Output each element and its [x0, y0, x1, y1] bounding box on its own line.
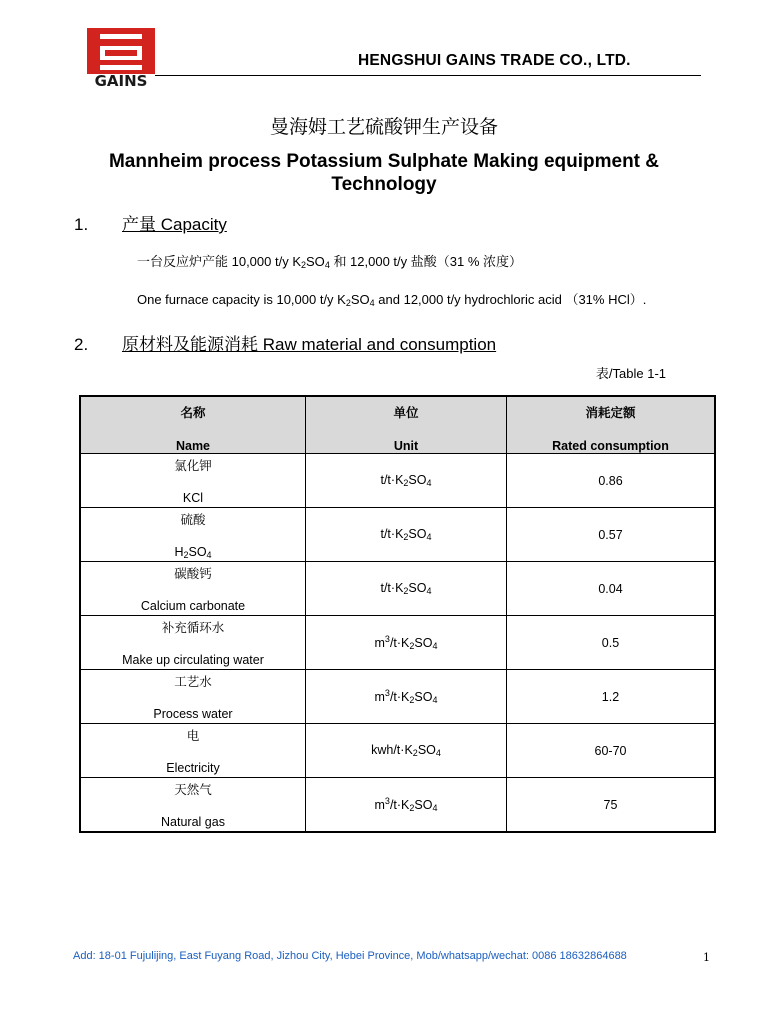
title-english: Mannheim process Potassium Sulphate Making equipment & Technology [108, 151, 660, 195]
logo-mark [87, 28, 155, 74]
cell-name: 工艺水 Process water [80, 670, 306, 724]
section-2-heading [74, 330, 496, 355]
cell-rated-consumption: 0.5 [507, 616, 716, 670]
section-number: 2. [74, 335, 89, 354]
cell-name: 硫酸 $H_2SO_4$ [80, 508, 306, 562]
cell-unit: $m^3/t\cdot K_2SO_4$ [306, 670, 507, 724]
cell-rated-consumption: 0.57 [507, 508, 716, 562]
capacity-line-chinese: 一台反应炉产能 10,000 t/y $K_2SO_4$ 和 12,000 t/y 盐酸（31 % 浓度） [137, 254, 523, 270]
section-number: 1. [74, 215, 89, 234]
header-unit: 单位 Unit [306, 396, 507, 454]
cell-unit: $t/t\cdot K_2SO_4$ [306, 508, 507, 562]
cell-name: 天然气 Natural gas [80, 778, 306, 833]
table-row [80, 508, 715, 562]
header-rule [155, 75, 701, 76]
cell-name: 补充循环水 Make up circulating water [80, 616, 306, 670]
consumption-table [79, 395, 716, 833]
company-logo [87, 28, 155, 92]
cell-rated-consumption: 60-70 [507, 724, 716, 778]
logo-wordmark: GAINS [94, 72, 148, 90]
cell-name: 电 Electricity [80, 724, 306, 778]
table-label: 表/Table 1-1 [595, 366, 666, 381]
capacity-line-english: One furnace capacity is 10,000 t/y $K_2SO_4$ and 12,000 t/y hydrochloric acid （31% HCl）. [137, 292, 647, 308]
logo-glyph-icon [87, 28, 155, 74]
header-name: 名称 Name [80, 396, 306, 454]
table-row [80, 562, 715, 616]
cell-unit: kwh/$t\cdot K_2SO_4$ [306, 724, 507, 778]
cell-unit: $m^3/t\cdot K_2SO_4$ [306, 616, 507, 670]
cell-name: 碳酸钙 Calcium carbonate [80, 562, 306, 616]
cell-rated-consumption: 0.86 [507, 454, 716, 508]
section-1-heading [74, 210, 227, 235]
section-title: 原材料及能源消耗 Raw material and consumption [122, 335, 497, 354]
table-row [80, 778, 715, 833]
table-header-row [80, 396, 715, 454]
table-row [80, 724, 715, 778]
table-row [80, 670, 715, 724]
page-number: 1 [703, 951, 710, 964]
cell-unit: $t/t\cdot K_2SO_4$ [306, 454, 507, 508]
company-name: HENGSHUI GAINS TRADE CO., LTD. [358, 52, 631, 69]
cell-name: 氯化钾 KCl [80, 454, 306, 508]
cell-unit: $t/t\cdot K_2SO_4$ [306, 562, 507, 616]
cell-rated-consumption: 0.04 [507, 562, 716, 616]
table-row [80, 616, 715, 670]
cell-unit: $m^3/t\cdot K_2SO_4$ [306, 778, 507, 833]
title-chinese: 曼海姆工艺硫酸钾生产设备 [269, 116, 498, 138]
section-title: 产量 Capacity [122, 215, 227, 234]
cell-rated-consumption: 1.2 [507, 670, 716, 724]
footer-address: Add: 18-01 Fujulijing, East Fuyang Road, Jizhou City, Hebei Province, Mob/whatsapp/wechat: 0086 18632864688 [73, 950, 627, 962]
cell-rated-consumption: 75 [507, 778, 716, 833]
table-row [80, 454, 715, 508]
header-rated-consumption: 消耗定额 Rated consumption [507, 396, 716, 454]
